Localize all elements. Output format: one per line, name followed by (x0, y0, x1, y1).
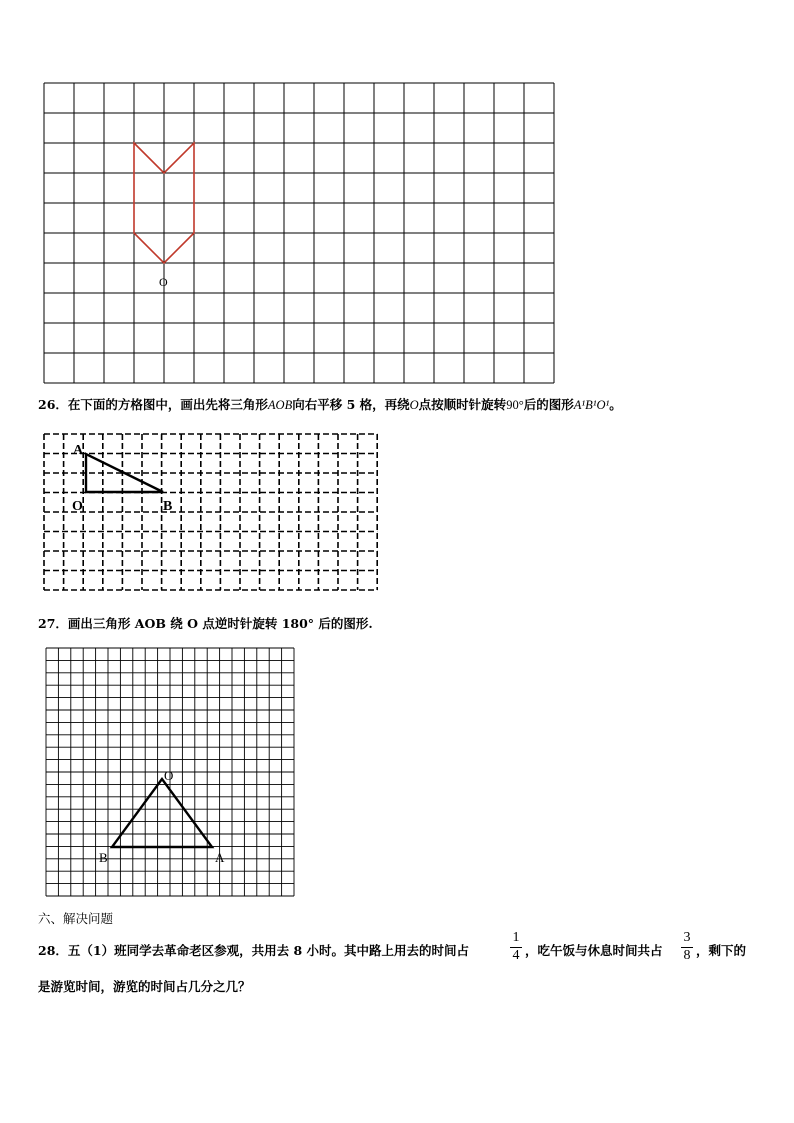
grid-figure-1 (42, 81, 562, 387)
question-28-line1: 28．五（1）班同学去革命老区参观，共用去 8 小时。其中路上用去的时间占 (38, 943, 469, 958)
question-28-end: ，剩下的 (696, 943, 747, 958)
label-b: B (163, 499, 173, 514)
grid-figure-3 (44, 646, 297, 898)
label-a: A (215, 850, 225, 865)
question-27: 27．画出三角形 AOB 绕 O 点逆时针旋转 180° 后的图形. (38, 616, 373, 631)
question-26: 26．在下面的方格图中，画出先将三角形AOB向右平移 5 格，再绕O点按顺时针旋转90°后的图形A¹B¹O¹。 (38, 397, 622, 412)
label-b: B (99, 850, 108, 865)
section-heading: 六、解决问题 (38, 911, 114, 926)
fraction-three-eighths: 3 8 (680, 930, 694, 968)
grid-figure-2 (42, 432, 384, 594)
triangle-aob (86, 454, 163, 492)
question-28-line2: 是游览时间，游览的时间占几分之几？ (38, 979, 251, 994)
question-number: 26． (38, 397, 68, 412)
label-o: O (164, 768, 174, 783)
fraction-one-quarter: 1 4 (509, 930, 523, 968)
question-28-mid: ，吃午饭与休息时间共占 (525, 943, 663, 958)
triangle-aob (112, 779, 212, 847)
label-o: O (72, 499, 83, 514)
label-a: A (73, 443, 84, 458)
point-o-label: O (159, 275, 168, 289)
